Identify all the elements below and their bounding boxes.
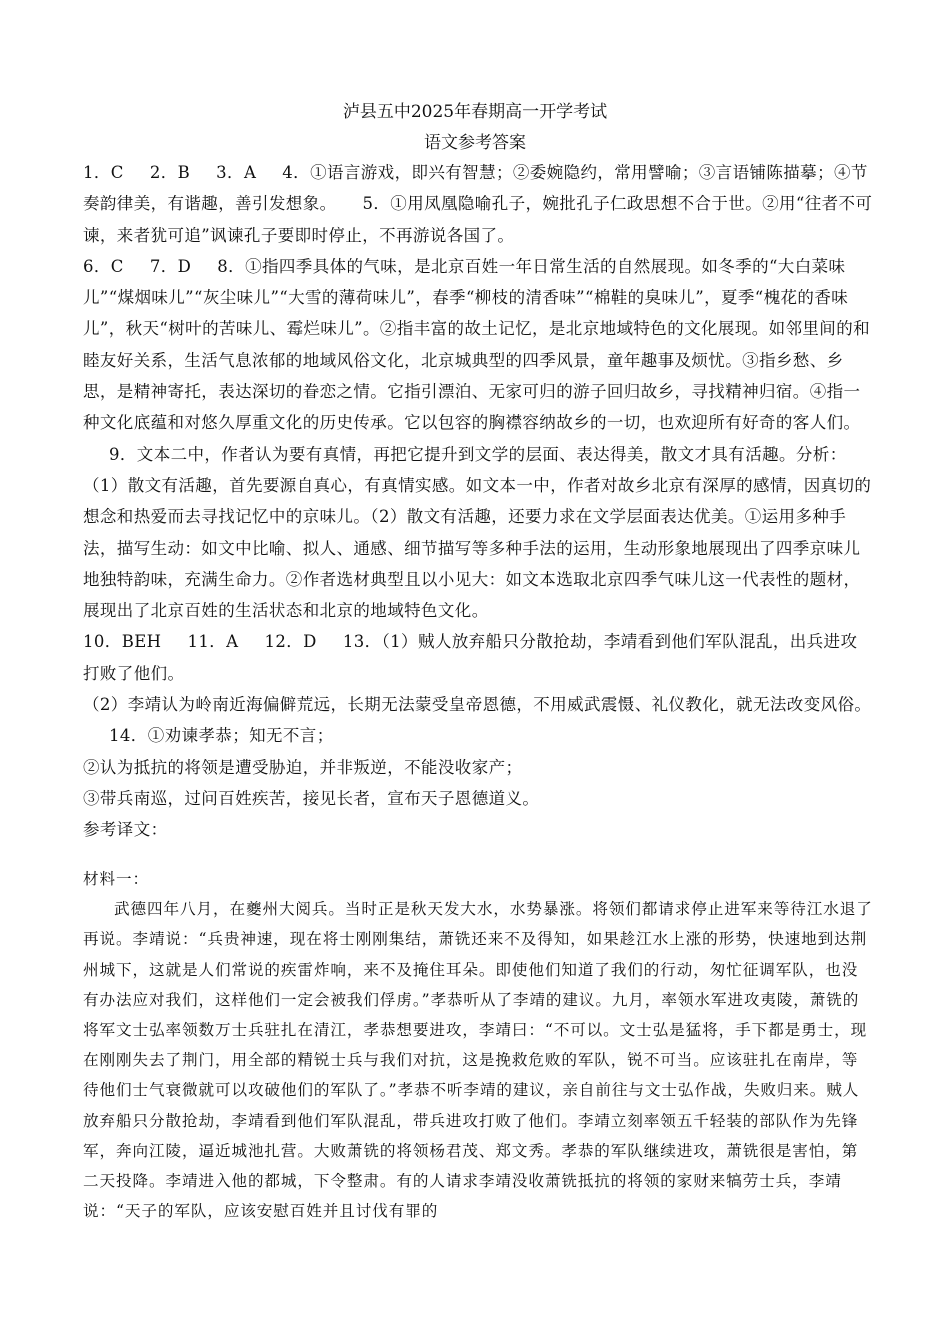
answer-7: 7．D xyxy=(149,256,192,276)
answer-5: 5．①用凤凰隐喻孔子，婉批孔子仁政思想不合于世。②用“往者不可谏，来者犹可追”讽谏孔子要即时停止，不再游说各国了。 xyxy=(83,194,873,245)
translation-paragraph: 武德四年八月，在夔州大阅兵。当时正是秋天发大水，水势暴涨。将领们都请求停止进军来等待江水退了再说。李靖说：“兵贵神速，现在将士刚刚集结，萧铣还来不及得知，如果趁江水上涨的形势，快速地到达荆州城下，这就是人们常说的疾雷炸响，来不及掩住耳朵。即使他们知道了我们的行动，匆忙征调军队，也没有办法应对我们，这样他们一定会被我们俘虏。”孝恭听从了李靖的建议。九月，率领水军进攻夷陵，萧铣的将军文士弘率领数万士兵驻扎在清江，孝恭想要进攻，李靖曰：“不可以。文士弘是猛将，手下都是勇士，现在刚刚失去了荆门，用全部的精锐士兵与我们对抗，这是挽救危败的军队，锐不可当。应该驻扎在南岸，等待他们士气衰微就可以攻破他们的军队了。”孝恭不听李靖的建议，亲自前往与文士弘作战，失败归来。贼人放弃船只分散抢劫，李靖看到他们军队混乱，带兵进攻打败了他们。李靖立刻率领五千轻装的部队作为先锋军，奔向江陵，逼近城池扎营。大败萧铣的将领杨君茂、郑文秀。孝恭的军队继续进攻，萧铣很是害怕，第二天投降。李靖进入他的都城，下令整肃。有的人请求李靖没收萧铣抵抗的将领的家财来犒劳士兵，李靖说：“天子的军队，应该安慰百姓并且讨伐有罪的 xyxy=(83,900,873,1221)
answers-q6-q9 xyxy=(83,251,873,627)
answer-13-part1: 13．（1）贼人放弃船只分散抢劫，李靖看到他们军队混乱，出兵进攻打败了他们。 xyxy=(83,632,858,683)
answer-14-part1: 14．①劝谏孝恭；知无不言； xyxy=(109,726,334,746)
answer-1: 1．C xyxy=(83,163,124,182)
answer-2: 2．B xyxy=(149,163,191,182)
translation-heading: 参考译文： xyxy=(83,820,168,840)
answers-q1-q5 xyxy=(83,157,873,251)
answer-9: 9．文本二中，作者认为要有真情，再把它提升到文学的层面、表达得美，散文才具有活趣。分析：（1）散文有活趣，首先要源自真心，有真情实感。如文本一中，作者对故乡北京有深厚的感情，因真切的想念和热爱而去寻找记忆中的京味儿。（2）散文有活趣，还要力求在文学层面表达优美。①运用多种手法，描写生动：如文中比喻、拟人、通感、细节描写等多种手法的运用，生动形象地展现出了四季京味儿地独特韵味，充满生命力。②作者选材典型且以小见大：如文本选取北京四季气味儿这一代表性的题材，展现出了北京百姓的生活状态和北京的地域特色文化。 xyxy=(83,444,872,621)
document-title: 泸县五中2025年春期高一开学考试 xyxy=(342,102,608,122)
answer-section xyxy=(83,157,873,846)
answer-6: 6．C xyxy=(83,256,124,276)
answer-14-part2: ②认为抵抗的将领是遭受胁迫，并非叛逆，不能没收家产； xyxy=(83,757,523,777)
answer-3: 3．A xyxy=(216,163,257,182)
answer-11: 11．A xyxy=(187,632,239,652)
answer-13-part2: （2）李靖认为岭南近海偏僻荒远，长期无法蒙受皇帝恩德，不用威武震慑、礼仪教化，就无法改变风俗。 xyxy=(83,695,872,715)
answers-q13-q14 xyxy=(83,689,873,752)
answers-q10-q13 xyxy=(83,626,873,689)
translation-section xyxy=(83,864,873,1226)
answer-4: 4．①语言游戏，即兴有智慧；②委婉隐约，常用譬喻；③言语铺陈描摹；④节奏韵律美，有谐趣，善引发想象。 xyxy=(83,163,868,214)
answer-12: 12．D xyxy=(264,632,317,652)
answer-10: 10．BEH xyxy=(83,632,162,652)
answer-8: 8．①指四季具体的气味，是北京百姓一年日常生活的自然展现。如冬季的“大白菜味儿”“煤烟味儿”“灰尘味儿”“大雪的薄荷味儿”，春季“柳枝的清香味”“棉鞋的臭味儿”，夏季“槐花的香味儿”，秋天“树叶的苦味儿、霉烂味儿”。②指丰富的故土记忆，是北京地域特色的文化展现。如邻里间的和睦友好关系，生活气息浓郁的地域风俗文化，北京城典型的四季风景，童年趣事及烦忧。③指乡愁、乡思，是精神寄托，表达深切的眷恋之情。它指引漂泊、无家可归的游子回归故乡，寻找精神归宿。④指一种文化底蕴和对悠久厚重文化的历史传承。它以包容的胸襟容纳故乡的一切，也欢迎所有好奇的客人们。 xyxy=(83,256,871,433)
document-subtitle: 语文参考答案 xyxy=(424,133,526,153)
material-label: 材料一： xyxy=(83,870,149,888)
answer-14-part3: ③带兵南巡，过问百姓疾苦，接见长者，宣布天子恩德道义。 xyxy=(83,788,540,808)
